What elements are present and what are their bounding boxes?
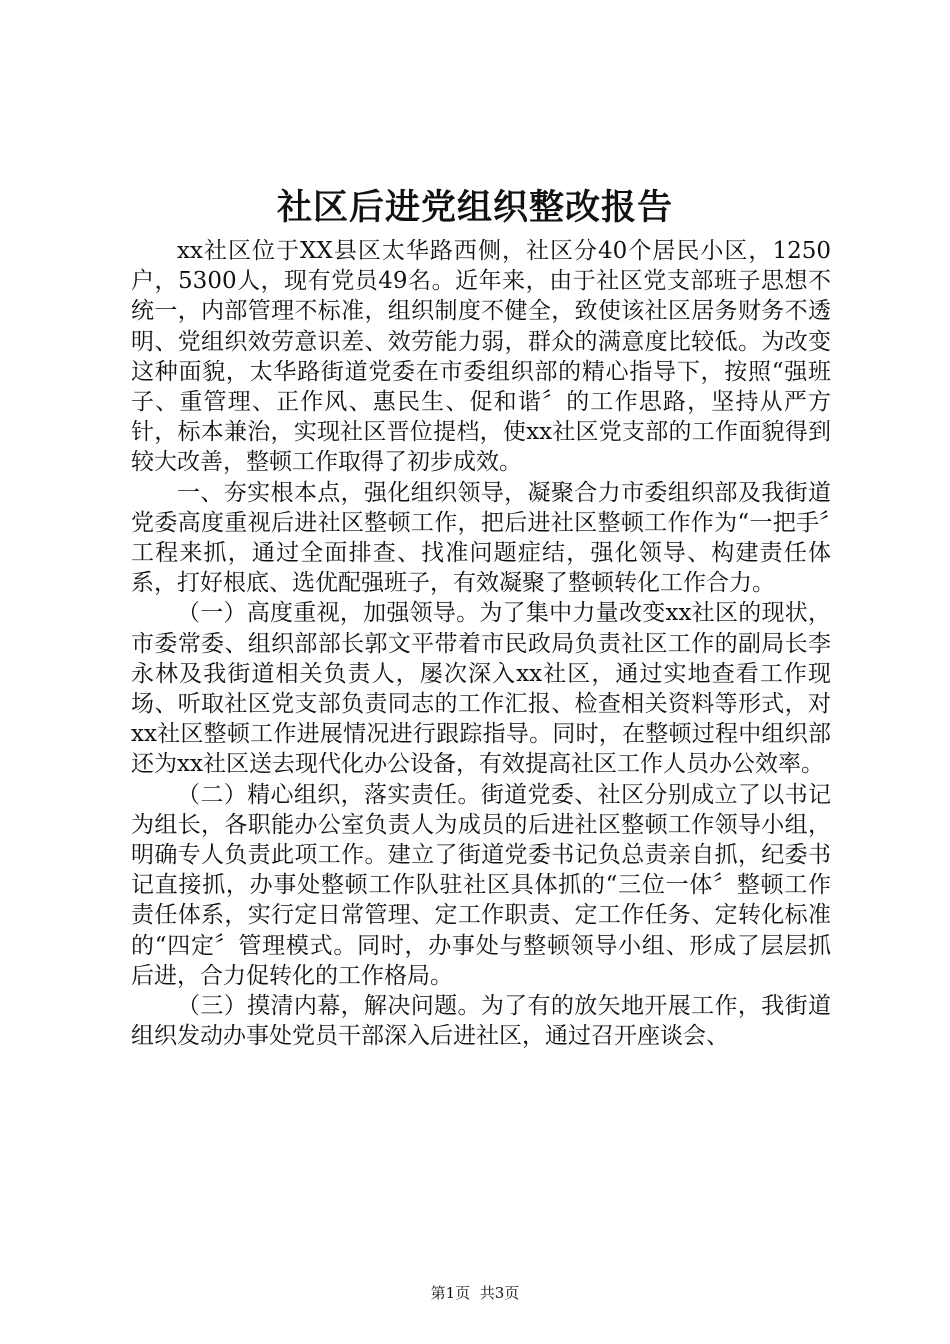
page-footer <box>0 1283 950 1303</box>
page-number: 第1页 <box>430 1284 471 1302</box>
document-body <box>131 236 831 1051</box>
footer-separator <box>470 1284 480 1302</box>
page-total: 共3页 <box>479 1284 520 1302</box>
paragraph-item-one: （一）高度重视，加强领导。为了集中力量改变xx社区的现状，市委常委、组织部部长郭文平带着市民政局负责社区工作的副局长李永林及我街道相关负责人，屡次深入xx社区，通过实地查看工作现场、听取社区党支部负责同志的工作汇报、检查相关资料等形式，对xx社区整顿工作进展情况进行跟踪指导。同时，在整顿过程中组织部还为xx社区送去现代化办公设备，有效提高社区工作人员办公效率。 <box>131 600 831 778</box>
paragraph-section-one: 一、夯实根本点，强化组织领导，凝聚合力市委组织部及我街道党委高度重视后进社区整顿工作，把后进社区整顿工作作为“一把手〞工程来抓，通过全面排查、找准问题症结，强化领导、构建责任体系，打好根底、选优配强班子，有效凝聚了整顿转化工作合力。 <box>131 479 831 597</box>
document-title: 社区后进党组织整改报告 <box>276 187 673 228</box>
paragraph-item-two: （二）精心组织，落实责任。街道党委、社区分别成立了以书记为组长，各职能办公室负责人为成员的后进社区整顿工作领导小组，明确专人负责此项工作。建立了街道党委书记负总责亲自抓，纪委书记直接抓，办事处整顿工作队驻社区具体抓的“三位一体〞整顿工作责任体系，实行定日常管理、定工作职责、定工作任务、定转化标准的“四定〞管理模式。同时，办事处与整顿领导小组、形成了层层抓后进，合力促转化的工作格局。 <box>131 781 831 989</box>
paragraph-item-three: （三）摸清内幕，解决问题。为了有的放矢地开展工作，我街道组织发动办事处党员干部深入后进社区，通过召开座谈会、 <box>131 993 831 1050</box>
paragraph-intro: xx社区位于XX县区太华路西侧，社区分40个居民小区，1250户，5300人，现有党员49名。近年来，由于社区党支部班子思想不统一，内部管理不标准，组织制度不健全，致使该社区居务财务不透明、党组织效劳意识差、效劳能力弱，群众的满意度比较低。为改变这种面貌，太华路街道党委在市委组织部的精心指导下，按照“强班子、重管理、正作风、惠民生、促和谐〞的工作思路，坚持从严方针，标本兼治，实现社区晋位提档，使xx社区党支部的工作面貌得到较大改善，整顿工作取得了初步成效。 <box>131 238 831 476</box>
